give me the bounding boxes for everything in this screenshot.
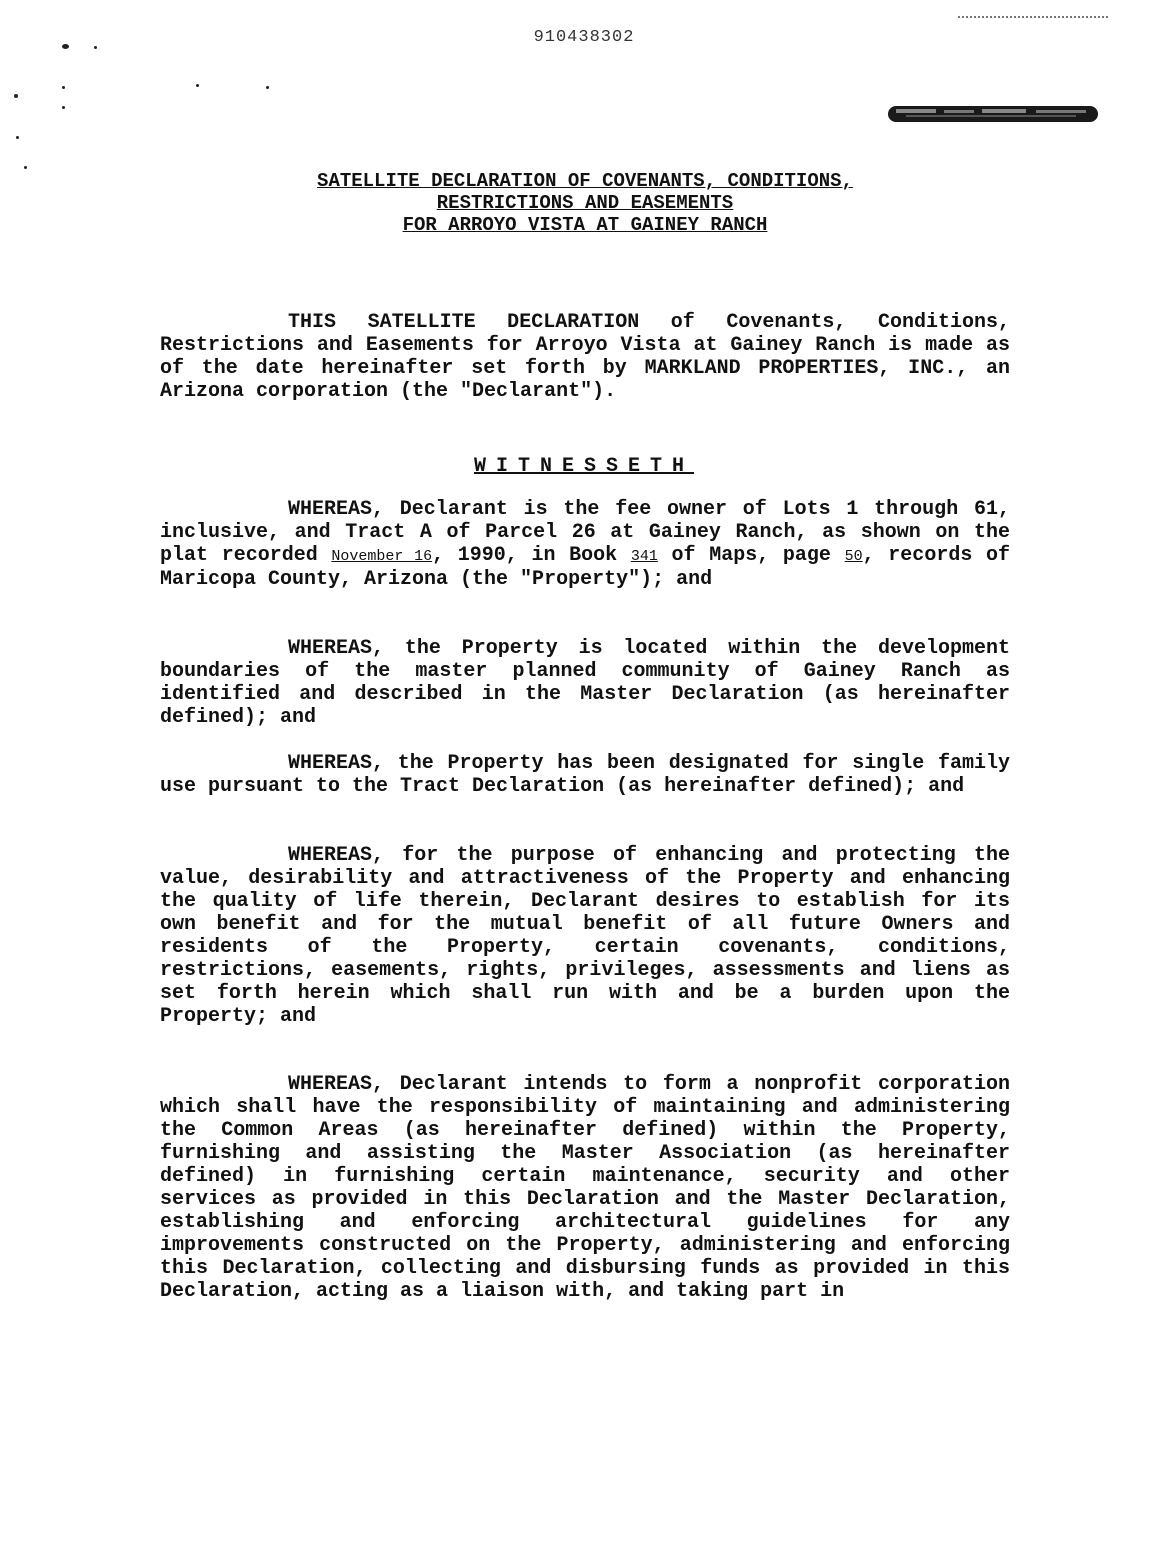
recital-3-text: WHEREAS, the Property has been designated for single family use pursuant to the Tract Declaration (as hereinafter defined); and	[160, 752, 1010, 798]
intro-text: THIS SATELLITE DECLARATION of Covenants, Conditions, Restrictions and Easements for Arroyo Vista at Gainey Ranch is made as of the date hereinafter set forth by MARKLAND PROPERTIES, INC., an Arizona corporation (the "Declarant").	[160, 311, 1010, 403]
page-number-blank: 50	[844, 548, 863, 565]
recital-paragraph-3	[160, 752, 1010, 798]
scan-speck	[14, 94, 18, 98]
recorded-date-blank: November 16	[331, 548, 433, 565]
recital-5-text: WHEREAS, Declarant intends to form a nonprofit corporation which shall have the responsibility of maintaining and administering the Common Areas (as hereinafter defined) within the Property, furnishing and assisting the Master Association (as hereinafter defined) in furnishing certain maintenance, security and other services as provided in this Declaration and the Master Declaration, establishing and enforcing architectural guidelines for any improvements constructed on the Property, administering and enforcing this Declaration, collecting and disbursing funds as provided in this Declaration, acting as a liaison with, and taking part in	[160, 1073, 1010, 1303]
document-title	[160, 170, 1010, 236]
document-number: 910438302	[533, 28, 635, 47]
recital-1-text: , records of Maricopa County, Arizona (the "Property"); and	[160, 544, 1011, 591]
recording-stamp	[886, 100, 1100, 126]
scan-speck	[196, 84, 199, 87]
recital-paragraph-4	[160, 844, 1010, 1028]
title-line-3: FOR ARROYO VISTA AT GAINEY RANCH	[402, 214, 768, 236]
intro-paragraph	[160, 311, 1010, 403]
recital-paragraph-2	[160, 637, 1010, 729]
witnesseth-heading: WITNESSETH	[473, 455, 695, 478]
recital-1-text: of Maps, page	[657, 544, 845, 567]
recital-1-text: , 1990, in Book	[432, 544, 631, 567]
scan-speck	[16, 136, 19, 139]
title-line-2: RESTRICTIONS AND EASEMENTS	[436, 192, 734, 214]
scan-speck	[266, 86, 269, 89]
recital-2-text: WHEREAS, the Property is located within the development boundaries of the master planned community of Gainey Ranch as identified and described in the Master Declaration (as hereinafter defined); and	[160, 637, 1010, 729]
recital-4-text: WHEREAS, for the purpose of enhancing and protecting the value, desirability and attractiveness of the Property and enhancing the quality of life therein, Declarant desires to establish for its own benefit and for the mutual benefit of all future Owners and residents of the Property, certain covenants, conditions, restrictions, easements, rights, privileges, assessments and liens as set forth herein which shall run with and be a burden upon the Property; and	[160, 844, 1010, 1028]
recital-paragraph-5	[160, 1073, 1010, 1303]
scan-speck	[62, 106, 65, 109]
scan-artifact-line	[958, 16, 1108, 20]
scan-speck	[62, 86, 65, 89]
scan-speck	[24, 166, 27, 169]
recital-paragraph-1	[160, 498, 1010, 591]
book-number-blank: 341	[630, 548, 658, 565]
recital-1-text: WHEREAS, Declarant is the fee owner of Lots 1 through 61, inclusive, and Tract A of Parcel 26 at Gainey Ranch, as shown on the plat recorded	[160, 498, 1010, 567]
title-line-1: SATELLITE DECLARATION OF COVENANTS, CONDITIONS,	[317, 170, 853, 192]
